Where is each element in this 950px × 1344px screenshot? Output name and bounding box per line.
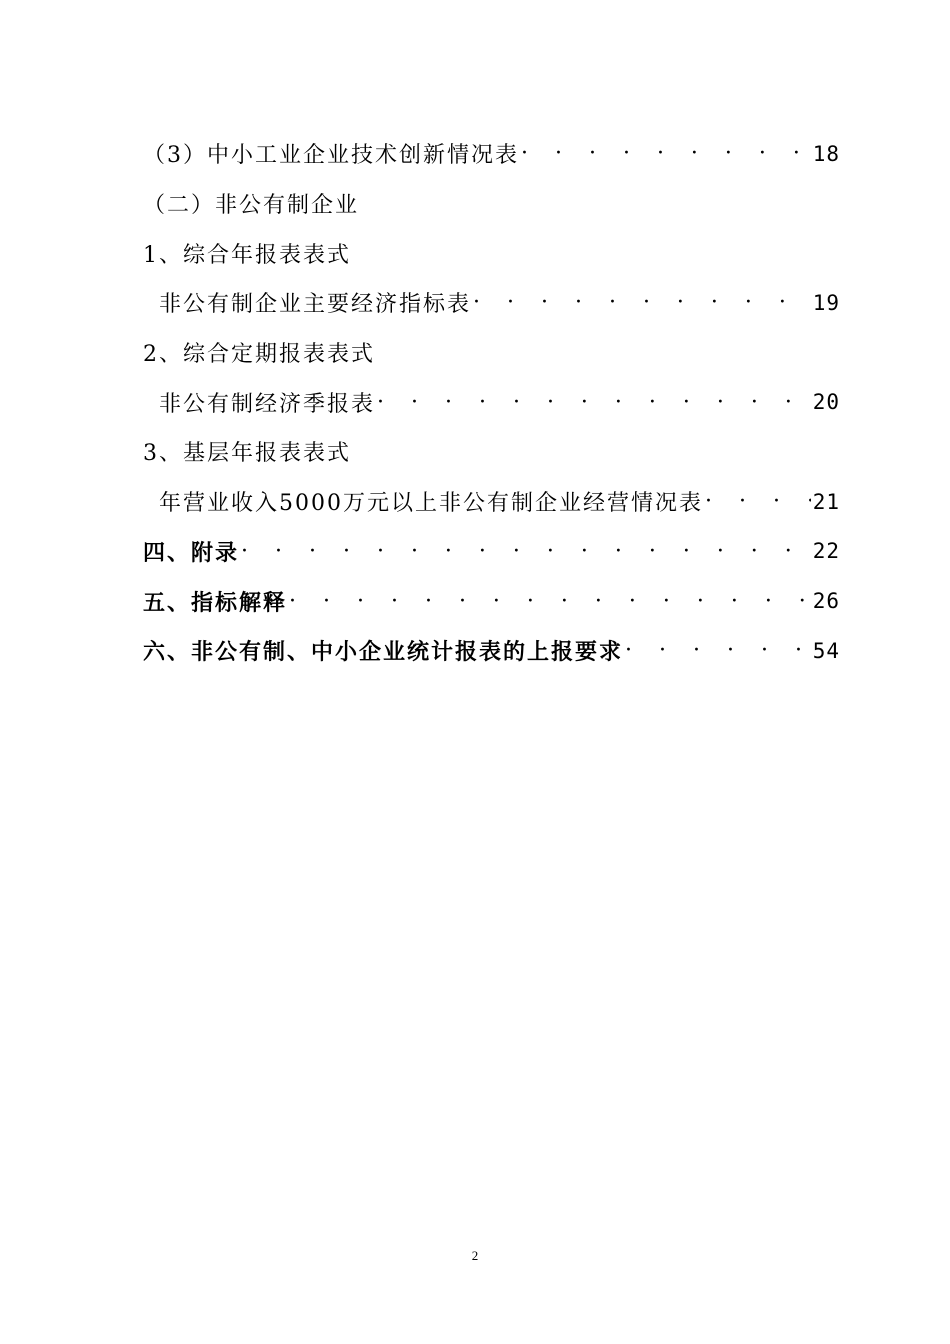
toc-entry-page: 21	[812, 489, 840, 514]
toc-dot-leader	[289, 589, 811, 614]
toc-entry-page: 22	[812, 539, 840, 564]
toc-section-heading	[143, 228, 840, 278]
toc-entry-label: 非公有制经济季报表	[159, 391, 376, 417]
toc-dot-leader	[625, 638, 811, 663]
toc-entry-page: 54	[812, 638, 840, 663]
toc-dot-leader	[705, 489, 811, 514]
toc-entry[interactable]	[143, 278, 840, 328]
toc-entry-label: 非公有制企业主要经济指标表	[159, 292, 472, 318]
toc-entry-label: 1、综合年报表表式	[143, 242, 351, 268]
page-number: 2	[471, 1248, 479, 1263]
toc-entry[interactable]	[143, 377, 840, 427]
toc-entry-label: 2、综合定期报表表式	[143, 342, 375, 368]
toc-entry-label: （3）中小工业企业技术创新情况表	[143, 143, 519, 169]
toc-dot-leader	[521, 141, 811, 166]
toc-section-heading	[143, 179, 840, 229]
toc-entry-page: 18	[812, 141, 840, 166]
toc-section-heading	[143, 427, 840, 477]
toc-entry-label: 六、非公有制、中小企业统计报表的上报要求	[143, 639, 624, 666]
toc-entry-label: 年营业收入5000万元以上非公有制企业经营情况表	[159, 491, 703, 517]
toc-entry[interactable]	[143, 527, 840, 577]
toc-entry-label: （二）非公有制企业	[143, 193, 360, 219]
toc-dot-leader	[241, 539, 811, 564]
toc-entry-page: 26	[812, 589, 840, 614]
toc-dot-leader	[473, 290, 811, 315]
toc-section-heading	[143, 328, 840, 378]
table-of-contents	[143, 129, 840, 676]
toc-entry[interactable]	[143, 477, 840, 527]
toc-entry[interactable]	[143, 576, 840, 626]
toc-entry-page: 20	[812, 390, 840, 415]
toc-entry-label: 五、指标解释	[143, 589, 288, 616]
toc-entry[interactable]	[143, 129, 840, 179]
toc-entry-label: 3、基层年报表表式	[143, 441, 351, 467]
toc-entry[interactable]	[143, 626, 840, 676]
toc-entry-page: 19	[812, 290, 840, 315]
toc-entry-label: 四、附录	[143, 539, 240, 566]
toc-dot-leader	[377, 390, 811, 415]
